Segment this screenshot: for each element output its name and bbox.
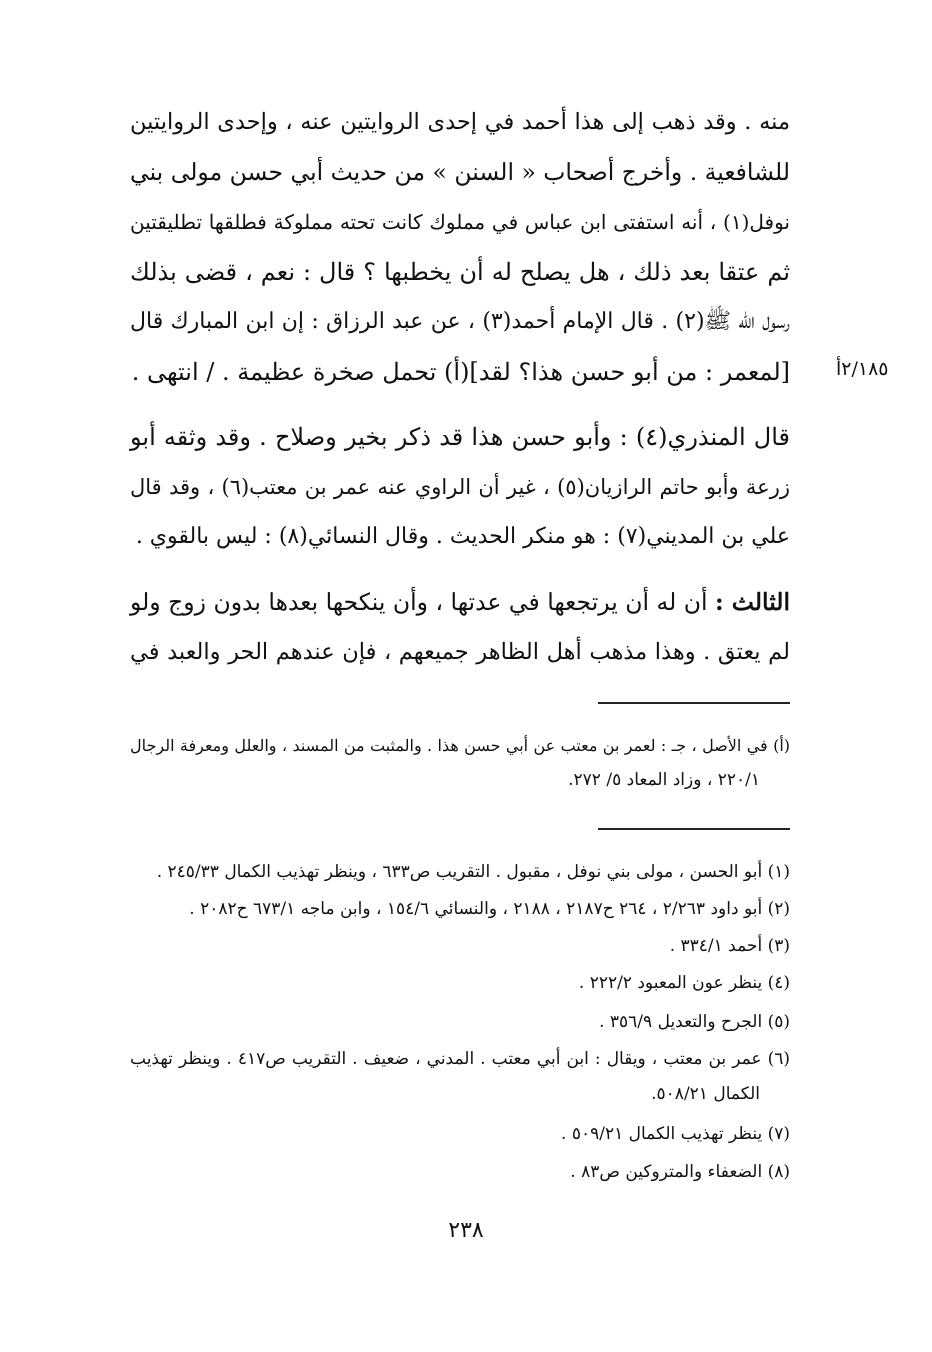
text-fragment: أن له أن يرتجعها في عدتها ، وأن ينكحها بعدها بدون زوج ولو bbox=[130, 588, 715, 616]
text-line bbox=[130, 587, 790, 617]
footnote-line: (٢) أبو داود ٢/٢٦٣ ، ٢٦٤ ح٢١٨٧ ، ٢١٨٨ ، والنسائي ١٥٤/٦ ، وابن ماجه ٦٧٣/١ ح٢٠٨٢ . bbox=[189, 899, 790, 919]
text-line: للشافعية . وأخرج أصحاب « السنن » من حديث أبي حسن مولى بني bbox=[130, 158, 790, 186]
text-line: ثم عتقا بعد ذلك ، هل يصلح له أن يخطبها ؟ قال : نعم ، قضى بذلك bbox=[130, 258, 790, 286]
text-line: نوفل(١) ، أنه استفتى ابن عباس في مملوك كانت تحته مملوكة فطلقها تطليقتين bbox=[130, 210, 790, 234]
text-line: زرعة وأبو حاتم الرازيان(٥) ، غير أن الراوي عنه عمر بن معتب(٦) ، وقد قال bbox=[130, 475, 790, 499]
page-number: ٢٣٨ bbox=[448, 1218, 484, 1243]
footnote-line: (١) أبو الحسن ، مولى بني نوفل ، مقبول . التقريب ص٦٣٣ ، وينظر تهذيب الكمال ٢٤٥/٣٣ . bbox=[156, 862, 790, 882]
footnote-line: (٤) ينظر عون المعبود ٢٢٢/٢ . bbox=[578, 973, 790, 993]
footnote-line: (٨) الضعفاء والمتروكين ص٨٣ . bbox=[570, 1162, 790, 1182]
footnote-line: (٦) عمر بن معتب ، ويقال : ابن أبي معتب . المدني ، ضعيف . التقريب ص٤١٧ . وينظر تهذيب bbox=[130, 1049, 790, 1069]
variant-note-line: (أ) في الأصل ، جـ : لعمر بن معتب عن أبي حسن هذا . والمثبت من المسند ، والعلل ومعرفة الرجال bbox=[130, 736, 791, 755]
text-line: قال المنذري(٤) : وأبو حسن هذا قد ذكر بخير وصلاح . وقد وثقه أبو bbox=[130, 423, 790, 451]
text-line: منه . وقد ذهب إلى هذا أحمد في إحدى الروايتين عنه ، وإحدى الروايتين bbox=[130, 109, 790, 135]
text-line: علي بن المديني(٧) : هو منكر الحديث . وقال النسائي(٨) : ليس بالقوي . bbox=[135, 524, 790, 549]
footnote-divider bbox=[598, 702, 790, 704]
text-line: [لمعمر : من أبو حسن هذا؟ لقد](أ) تحمل صخرة عظيمة . / انتهى . bbox=[131, 358, 790, 386]
footnote-line: الكمال ٥٠٨/٢١. bbox=[651, 1084, 760, 1104]
footnote-line: (٧) ينظر تهذيب الكمال ٥٠٩/٢١ . bbox=[561, 1124, 790, 1144]
footnote-line: (٣) أحمد ٣٣٤/١ . bbox=[669, 936, 790, 956]
text-line: لم يعتق . وهذا مذهب أهل الظاهر جميعهم ، فإن عندهم الحر والعبد في bbox=[130, 639, 790, 665]
text-line: رسول الله ﷺ(٢) . قال الإمام أحمد(٣) ، عن عبد الرزاق : إن ابن المبارك قال bbox=[130, 309, 790, 334]
folio-marginal-note: ٢/١٨٥أ bbox=[836, 358, 889, 380]
variant-note-line: ٢٢٠/١ ، وزاد المعاد ٥/ ٢٧٢. bbox=[568, 770, 760, 790]
footnote-line: (٥) الجرح والتعديل ٣٥٦/٩ . bbox=[599, 1012, 790, 1032]
section-lead-label: الثالث : bbox=[714, 588, 790, 616]
footnote-divider bbox=[598, 828, 790, 830]
